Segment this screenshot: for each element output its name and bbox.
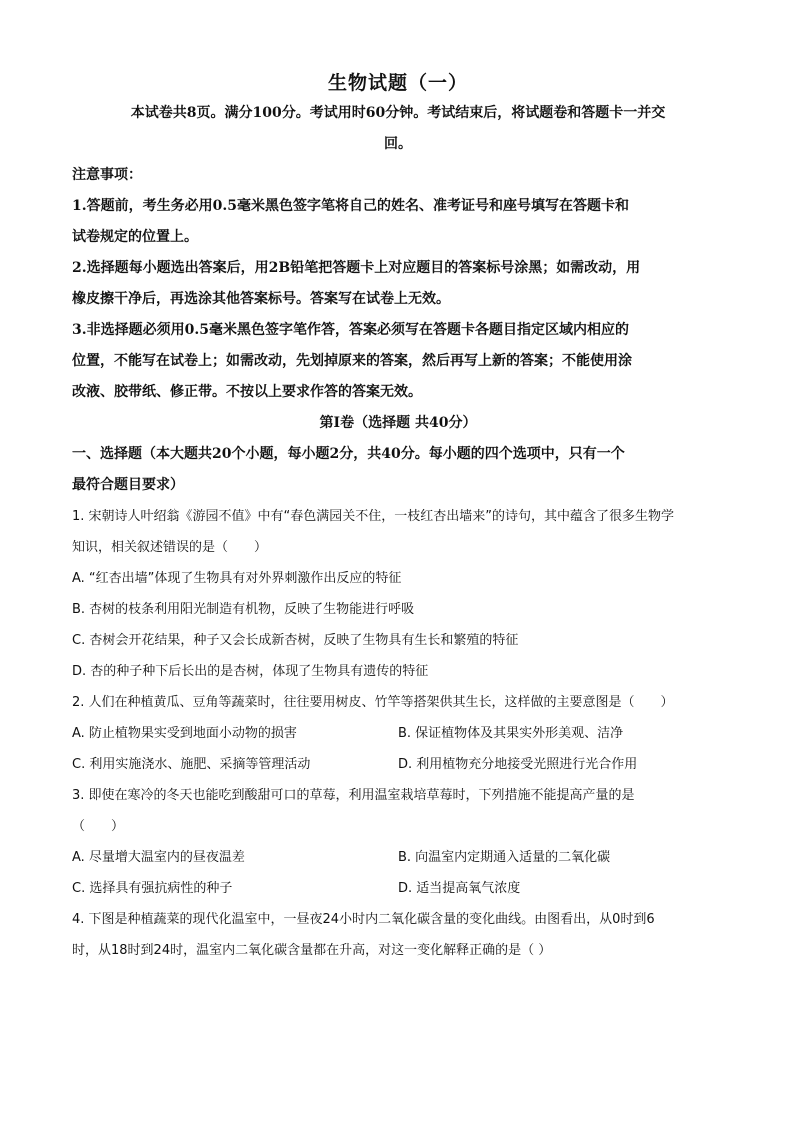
option-row <box>72 842 724 873</box>
option-d[interactable]: D. 杏的种子种下后长出的是杏树，体现了生物具有遗传的特征 <box>72 664 429 679</box>
option-a[interactable]: A. 防止植物果实受到地面小动物的损害 <box>72 726 297 741</box>
question-stem: 知识，相关叙述错误的是（ ） <box>72 540 268 555</box>
question-stem: 1. 宋朝诗人叶绍翁《游园不值》中有“春色满园关不住，一枝红杏出墙来”的诗句，其中蕴含了很多生物学 <box>72 509 675 524</box>
option-a[interactable]: A. “红杏出墙”体现了生物具有对外界刺激作出反应的特征 <box>72 571 402 586</box>
intro-text <box>72 98 724 160</box>
option-c[interactable]: C. 杏树会开花结果，种子又会长成新杏树，反映了生物具有生长和繁殖的特征 <box>72 633 519 648</box>
section-title: 第Ⅰ卷（选择题 共40分） <box>319 415 477 431</box>
page-title: 生物试题（一） <box>327 72 468 94</box>
section-heading-line: 一、选择题（本大题共20个小题，每小题2分，共40分。每小题的四个选项中，只有一个 <box>72 446 625 462</box>
question-stem: （ ） <box>72 819 125 834</box>
option-d[interactable]: D. 利用植物充分地接受光照进行光合作用 <box>398 757 638 772</box>
question-3 <box>72 780 724 842</box>
notice-line: 位置，不能写在试卷上；如需改动，先划掉原来的答案，然后再写上新的答案；不能使用涂 <box>72 353 632 369</box>
section-heading-line: 最符合题目要求） <box>72 477 184 493</box>
notice-line: 橡皮擦干净后，再选涂其他答案标号。答案写在试卷上无效。 <box>72 291 450 307</box>
option-row <box>72 749 724 780</box>
question-2: 2. 人们在种植黄瓜、豆角等蔬菜时，往往要用树皮、竹竿等搭架供其生长，这样做的主要意图是（ ） <box>72 695 674 710</box>
option-b[interactable]: B. 保证植物体及其果实外形美观、洁净 <box>398 726 624 741</box>
option-row <box>72 873 724 904</box>
option-d[interactable]: D. 适当提高氧气浓度 <box>398 881 521 896</box>
question-1 <box>72 501 724 563</box>
question-stem: 3. 即使在寒冷的冬天也能吃到酸甜可口的草莓，利用温室栽培草莓时，下列措施不能提高产量的是 <box>72 788 635 803</box>
question-4 <box>72 904 724 966</box>
intro-line: 本试卷共8页。满分100分。考试用时60分钟。考试结束后，将试题卷和答题卡一并交 <box>130 105 666 121</box>
option-b[interactable]: B. 向温室内定期通入适量的二氧化碳 <box>398 850 611 865</box>
question-stem: 时，从18时到24时，温室内二氧化碳含量都在升高，对这一变化解释正确的是（ ） <box>72 943 552 958</box>
option-b[interactable]: B. 杏树的枝条利用阳光制造有机物，反映了生物能进行呼吸 <box>72 602 415 617</box>
option-a[interactable]: A. 尽量增大温室内的昼夜温差 <box>72 850 245 865</box>
option-c[interactable]: C. 选择具有强抗病性的种子 <box>72 881 233 896</box>
notice-line: 改液、胶带纸、修正带。不按以上要求作答的答案无效。 <box>72 384 422 400</box>
notice-item <box>72 253 724 315</box>
notice-line: 2.选择题每小题选出答案后，用2B铅笔把答题卡上对应题目的答案标号涂黑；如需改动，用 <box>72 260 641 276</box>
question-stem: 4. 下图是种植蔬菜的现代化温室中，一昼夜24小时内二氧化碳含量的变化曲线。由图看出，从0时到6 <box>72 912 655 927</box>
notice-line: 试卷规定的位置上。 <box>72 229 198 245</box>
notice-line: 3.非选择题必须用0.5毫米黑色签字笔作答，答案必须写在答题卡各题目指定区域内相应的 <box>72 322 629 338</box>
option-row <box>72 718 724 749</box>
option-c[interactable]: C. 利用实施浇水、施肥、采摘等管理活动 <box>72 757 311 772</box>
exam-page <box>72 68 724 966</box>
notice-line: 1.答题前，考生务必用0.5毫米黑色签字笔将自己的姓名、准考证号和座号填写在答题卡和 <box>72 198 629 214</box>
intro-line: 回。 <box>384 136 412 152</box>
notice-item <box>72 315 724 408</box>
notice-heading: 注意事项： <box>72 167 142 183</box>
section-heading <box>72 439 724 501</box>
notice-item <box>72 191 724 253</box>
